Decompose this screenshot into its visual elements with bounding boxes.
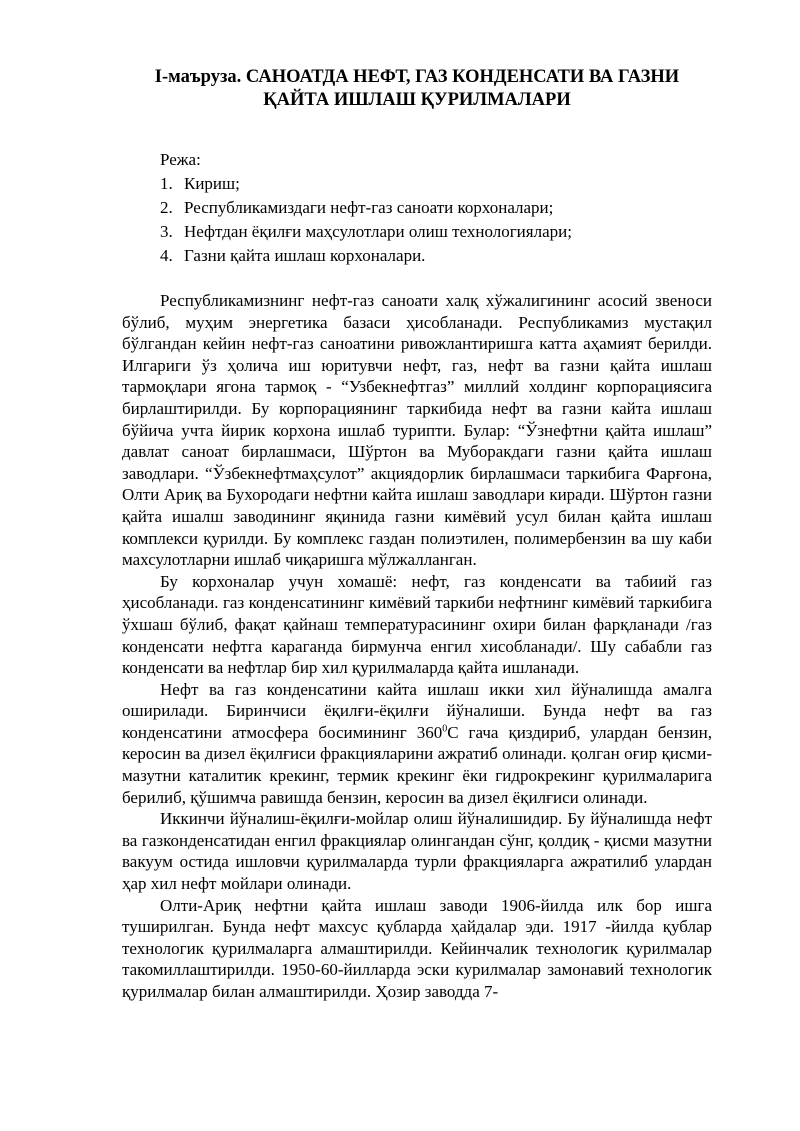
- plan-list: [160, 172, 712, 268]
- plan-item: [160, 244, 712, 268]
- plan-item-text: Республикамиздаги нефт-газ саноати корхоналари;: [184, 198, 554, 217]
- paragraph-raw-materials: Бу корхоналар учун хомашё: нефт, газ конденсати ва табиий газ ҳисобланади. газ конденсатининг кимёвий таркиби нефтнинг кимёвий таркибига ўхшаш бўлиб, фақат қайнаш температурасининг охири билан фарқланади /газ конденсати нефтга караганда бирмунча енгил хисобланади/. Шу сабабли газ конденсати ва нефтлар бир хил қурилмаларда қайта ишланади.: [122, 571, 712, 678]
- title-line-1: I-маъруза. САНОАТДА НЕФТ, ГАЗ КОНДЕНСАТИ ВА ГАЗНИ: [154, 67, 680, 87]
- plan-item-number: 2.: [160, 198, 173, 217]
- lecture-title: [122, 66, 712, 112]
- plan-item: [160, 196, 712, 220]
- paragraph-processing-directions: [122, 679, 712, 809]
- plan-item-text: Нефтдан ёқилғи маҳсулотлари олиш технологиялари;: [184, 222, 572, 241]
- plan-item-number: 3.: [160, 222, 173, 241]
- plan-item-number: 1.: [160, 174, 173, 193]
- paragraph-second-direction: Иккинчи йўналиш-ёқилғи-мойлар олиш йўналишидир. Бу йўналишда нефт ва газконденсатидан енгил фракциялар олингандан сўнг, қолдиқ - қисми мазутни вакуум остида ишловчи қурилмаларда турли фракцияларга ажратилиб улардан ҳар хил нефт мойлари олинади.: [122, 809, 712, 894]
- paragraph-olti-ariq-history: Олти-Ариқ нефтни қайта ишлаш заводи 1906-йилда илк бор ишга туширилган. Бунда нефт махсус қубларда ҳайдалар эди. 1917 -йилда қублар технологик қурилмаларга алмаштирилди. Кейинчалик технологик қурилмалар такомиллаштирилди. 1950-60-йилларда эски курилмалар замонавий технологик қурилмалар билан алмаштирилди. Ҳозир заводда 7-: [122, 895, 712, 1001]
- plan-heading: Режа:: [160, 150, 201, 169]
- paragraph-industry-overview: Республикамизнинг нефт-газ саноати халқ хўжалигининг асосий звеноси бўлиб, муҳим энергетика базаси ҳисобланади. Республикамиз мустақил бўлгандан кейин нефт-газ саноатини ривожлантиришга катта аҳамият берилди. Илгариги ўз ҳолича иш юритувчи нефт, газ, нефт ва газни қайта ишлаш тармоқлари ягона тармоқ - “Узбекнефтгаз” миллий холдинг корпорациясига бирлаштирилди. Бу корпорациянинг таркибида нефт ва газни кайта ишлаш бўйича учта йирик корхона ишлаб турипти. Булар: “Ўзнефтни қайта ишлаш” давлат санoат бирлашмаси, Шўртон ва Муборакдаги газни қайта ишлаш заводлари. “Ўзбекнефтмаҳсулот” акциядорлик бирлашмаси таркибига Фарғона, Олти Ариқ ва Бухородаги нефтни кайта ишлаш заводлари киради. Шўртон газни қайта ишалш заводининг яқинида газни кимёвий усул билан қайта ишлаш комплекси қурилди. Бу комплекс газдан полиэтилен, полимербензин ва шу каби махсулотларни ишлаб чиқаришга мўлжалланган.: [122, 291, 712, 570]
- plan-item-number: 4.: [160, 246, 173, 265]
- lecture-body: [122, 290, 712, 1003]
- paragraph-text: Нефт ва газ конденсатини кайта ишлаш икки хил йўналишда амалга оширилади. Биринчиси ёқилғи-ёқилғи йўналиши. Бунда нефт ва газ конденсатини атмосфера босимининг 360: [122, 679, 712, 742]
- plan-item-text: Кириш;: [184, 174, 240, 193]
- plan-item: [160, 172, 712, 196]
- plan-item-text: Газни қайта ишлаш корхоналари.: [184, 246, 426, 265]
- plan-section: [160, 148, 712, 268]
- degree-superscript: 0: [442, 723, 448, 735]
- title-line-2: ҚАЙТА ИШЛАШ ҚУРИЛМАЛАРИ: [263, 90, 571, 110]
- paragraph-text: С гача қиздириб, улардан бензин, керосин ва дизел ёқилғиси фракцияларини ажратиб олинади. қолган оғир қисми-мазутни каталитик крекинг, термик крекинг ёки гидрокрекинг қурилмаларига берилиб, қўшимча равишда бензин, керосин ва дизел ёқилғиси олинади.: [122, 722, 712, 807]
- plan-item: [160, 220, 712, 244]
